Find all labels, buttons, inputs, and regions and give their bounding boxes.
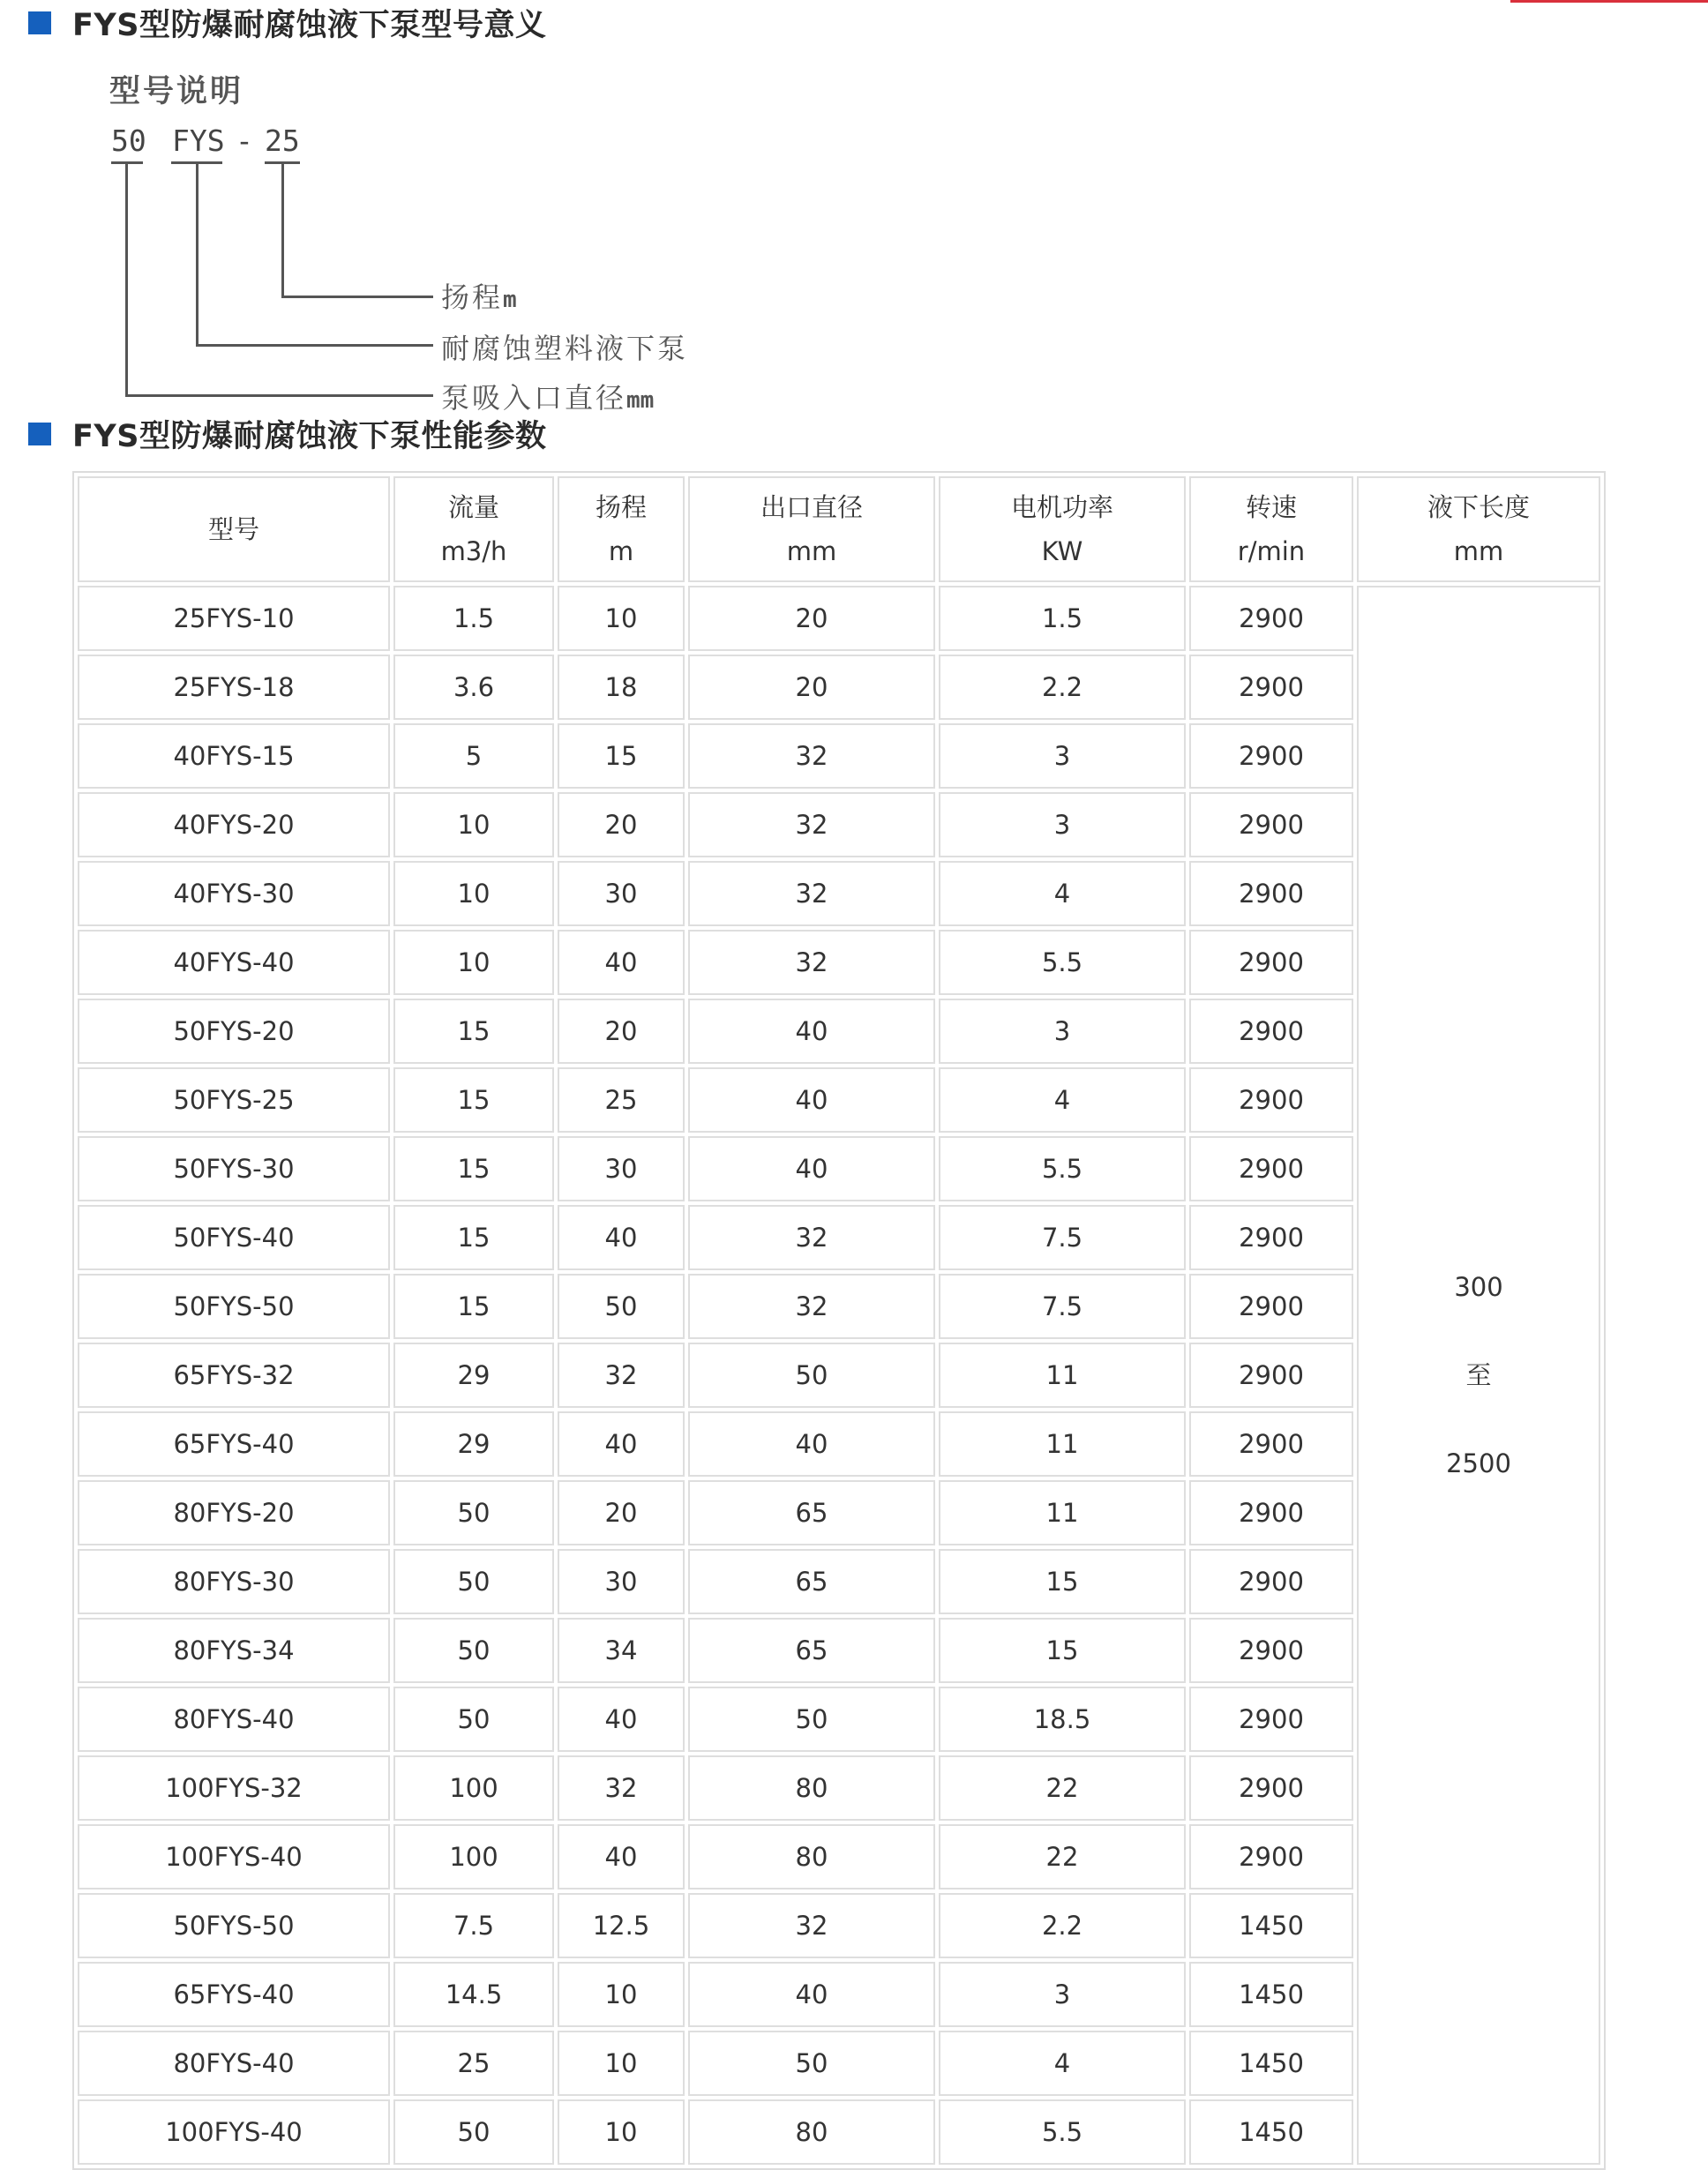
cell-model: 100FYS-40 <box>78 2099 390 2165</box>
model-designation-diagram <box>97 53 803 415</box>
cell-motor-power: 4 <box>939 1067 1186 1133</box>
header-label: 电机功率 <box>1010 492 1113 522</box>
cell-head: 40 <box>558 1687 685 1752</box>
cell-speed: 1450 <box>1189 2099 1353 2165</box>
cell-speed: 2900 <box>1189 1205 1353 1270</box>
cell-outlet-diameter: 40 <box>688 999 935 1064</box>
cell-outlet-diameter: 40 <box>688 1136 935 1201</box>
cell-motor-power: 4 <box>939 861 1186 926</box>
cell-flow: 29 <box>393 1411 554 1477</box>
square-bullet-icon <box>28 11 51 34</box>
cell-head: 40 <box>558 1205 685 1270</box>
cell-model: 50FYS-25 <box>78 1067 390 1133</box>
cell-outlet-diameter: 80 <box>688 1824 935 1889</box>
cell-speed: 2900 <box>1189 1824 1353 1889</box>
cell-speed: 2900 <box>1189 723 1353 789</box>
cell-outlet-diameter: 32 <box>688 1274 935 1339</box>
cell-head: 12.5 <box>558 1893 685 1958</box>
meaning-inlet-text: 泵吸入口直径 <box>441 381 627 415</box>
cell-flow: 50 <box>393 1480 554 1545</box>
cell-flow: 15 <box>393 999 554 1064</box>
cell-model: 50FYS-20 <box>78 999 390 1064</box>
cell-flow: 50 <box>393 2099 554 2165</box>
cell-model: 65FYS-40 <box>78 1411 390 1477</box>
cell-outlet-diameter: 32 <box>688 930 935 995</box>
cell-motor-power: 3 <box>939 999 1186 1064</box>
cell-speed: 2900 <box>1189 861 1353 926</box>
cell-outlet-diameter: 50 <box>688 1687 935 1752</box>
cell-model: 40FYS-20 <box>78 792 390 857</box>
cell-motor-power: 22 <box>939 1755 1186 1821</box>
cell-flow: 15 <box>393 1067 554 1133</box>
header-unit: m <box>608 536 634 566</box>
section-heading-model-meaning <box>28 5 546 41</box>
cell-head: 20 <box>558 1480 685 1545</box>
header-unit: r/min <box>1237 536 1306 566</box>
cell-flow: 50 <box>393 1618 554 1683</box>
cell-speed: 2900 <box>1189 1067 1353 1133</box>
cell-head: 10 <box>558 2099 685 2165</box>
header-label: 扬程 <box>595 492 647 522</box>
cell-speed: 2900 <box>1189 1411 1353 1477</box>
cell-model: 40FYS-30 <box>78 861 390 926</box>
cell-motor-power: 15 <box>939 1549 1186 1614</box>
cell-motor-power: 2.2 <box>939 1893 1186 1958</box>
section-heading-performance <box>28 416 546 452</box>
cell-motor-power: 3 <box>939 723 1186 789</box>
cell-model: 50FYS-30 <box>78 1136 390 1201</box>
cell-speed: 2900 <box>1189 1755 1353 1821</box>
cell-motor-power: 11 <box>939 1480 1186 1545</box>
cell-motor-power: 11 <box>939 1343 1186 1408</box>
cell-model: 80FYS-20 <box>78 1480 390 1545</box>
cell-head: 30 <box>558 861 685 926</box>
code-part-head: 25 <box>265 123 300 158</box>
cell-flow: 10 <box>393 861 554 926</box>
cell-motor-power: 4 <box>939 2031 1186 2096</box>
cell-outlet-diameter: 32 <box>688 723 935 789</box>
cell-model: 65FYS-32 <box>78 1343 390 1408</box>
top-accent-bar <box>1510 0 1708 3</box>
cell-model: 50FYS-40 <box>78 1205 390 1270</box>
header-motor-power <box>939 476 1186 582</box>
cell-outlet-diameter: 40 <box>688 1411 935 1477</box>
cell-model: 100FYS-40 <box>78 1824 390 1889</box>
cell-speed: 2900 <box>1189 930 1353 995</box>
cell-motor-power: 5.5 <box>939 1136 1186 1201</box>
table-body <box>78 586 1600 2165</box>
cell-model: 25FYS-18 <box>78 655 390 720</box>
header-head <box>558 476 685 582</box>
cell-model: 80FYS-34 <box>78 1618 390 1683</box>
cell-flow: 1.5 <box>393 586 554 651</box>
cell-outlet-diameter: 65 <box>688 1480 935 1545</box>
submerged-length-part: 300 <box>1454 1272 1503 1302</box>
cell-motor-power: 3 <box>939 792 1186 857</box>
cell-submerged-length <box>1357 586 1600 2165</box>
cell-motor-power: 22 <box>939 1824 1186 1889</box>
meaning-head-unit: m <box>503 287 517 313</box>
cell-motor-power: 18.5 <box>939 1687 1186 1752</box>
cell-speed: 2900 <box>1189 1480 1353 1545</box>
cell-flow: 15 <box>393 1136 554 1201</box>
cell-model: 100FYS-32 <box>78 1755 390 1821</box>
cell-motor-power: 5.5 <box>939 930 1186 995</box>
header-unit: mm <box>1453 536 1504 566</box>
cell-head: 10 <box>558 586 685 651</box>
cell-flow: 25 <box>393 2031 554 2096</box>
cell-motor-power: 15 <box>939 1618 1186 1683</box>
cell-speed: 1450 <box>1189 1962 1353 2027</box>
header-unit: mm <box>786 536 837 566</box>
cell-model: 80FYS-40 <box>78 2031 390 2096</box>
cell-head: 25 <box>558 1067 685 1133</box>
meaning-head <box>441 275 517 316</box>
cell-model: 80FYS-40 <box>78 1687 390 1752</box>
cell-head: 50 <box>558 1274 685 1339</box>
header-unit: m3/h <box>440 536 507 566</box>
submerged-length-part: 2500 <box>1446 1448 1511 1478</box>
cell-motor-power: 2.2 <box>939 655 1186 720</box>
cell-model: 50FYS-50 <box>78 1893 390 1958</box>
header-outlet-diameter <box>688 476 935 582</box>
cell-speed: 2900 <box>1189 999 1353 1064</box>
cell-outlet-diameter: 40 <box>688 1067 935 1133</box>
cell-outlet-diameter: 32 <box>688 861 935 926</box>
meaning-type-text: 耐腐蚀塑料液下泵 <box>441 332 689 365</box>
cell-outlet-diameter: 32 <box>688 1893 935 1958</box>
cell-head: 40 <box>558 1411 685 1477</box>
header-label: 型号 <box>207 514 259 544</box>
cell-flow: 10 <box>393 930 554 995</box>
cell-outlet-diameter: 32 <box>688 792 935 857</box>
diagram-title: 型号说明 <box>109 74 244 109</box>
cell-flow: 10 <box>393 792 554 857</box>
cell-flow: 29 <box>393 1343 554 1408</box>
cell-outlet-diameter: 80 <box>688 1755 935 1821</box>
cell-motor-power: 5.5 <box>939 2099 1186 2165</box>
cell-head: 20 <box>558 999 685 1064</box>
cell-model: 40FYS-15 <box>78 723 390 789</box>
cell-speed: 2900 <box>1189 655 1353 720</box>
cell-head: 10 <box>558 2031 685 2096</box>
cell-flow: 7.5 <box>393 1893 554 1958</box>
cell-speed: 2900 <box>1189 1618 1353 1683</box>
cell-speed: 2900 <box>1189 1136 1353 1201</box>
cell-head: 10 <box>558 1962 685 2027</box>
meaning-type <box>441 326 688 367</box>
cell-head: 40 <box>558 1824 685 1889</box>
cell-speed: 2900 <box>1189 1343 1353 1408</box>
header-label: 出口直径 <box>760 492 863 522</box>
cell-flow: 5 <box>393 723 554 789</box>
header-unit: KW <box>1041 536 1083 566</box>
cell-head: 20 <box>558 792 685 857</box>
cell-flow: 100 <box>393 1755 554 1821</box>
cell-motor-power: 3 <box>939 1962 1186 2027</box>
section-title: FYS型防爆耐腐蚀液下泵性能参数 <box>72 419 547 454</box>
cell-head: 34 <box>558 1618 685 1683</box>
cell-model: 40FYS-40 <box>78 930 390 995</box>
cell-flow: 100 <box>393 1824 554 1889</box>
header-label: 转速 <box>1245 492 1297 522</box>
cell-motor-power: 11 <box>939 1411 1186 1477</box>
code-part-dash: - <box>236 123 253 158</box>
cell-speed: 1450 <box>1189 2031 1353 2096</box>
cell-speed: 2900 <box>1189 1687 1353 1752</box>
meaning-head-text: 扬程 <box>441 281 504 314</box>
leader-line-type-vertical <box>196 161 199 347</box>
cell-motor-power: 7.5 <box>939 1205 1186 1270</box>
cell-model: 25FYS-10 <box>78 586 390 651</box>
cell-speed: 2900 <box>1189 586 1353 651</box>
cell-model: 50FYS-50 <box>78 1274 390 1339</box>
cell-outlet-diameter: 80 <box>688 2099 935 2165</box>
header-flow <box>393 476 554 582</box>
cell-model: 65FYS-40 <box>78 1962 390 2027</box>
submerged-length-part: 至 <box>1465 1360 1492 1390</box>
cell-flow: 50 <box>393 1687 554 1752</box>
cell-outlet-diameter: 32 <box>688 1205 935 1270</box>
square-bullet-icon <box>28 423 51 445</box>
cell-motor-power: 7.5 <box>939 1274 1186 1339</box>
cell-head: 32 <box>558 1343 685 1408</box>
leader-line-type-horizontal <box>196 344 433 347</box>
cell-head: 18 <box>558 655 685 720</box>
table-header-row <box>78 476 1600 582</box>
cell-speed: 2900 <box>1189 792 1353 857</box>
code-part-inlet: 50 <box>111 123 146 158</box>
table-row <box>78 586 1600 651</box>
header-submerged-length <box>1357 476 1600 582</box>
cell-head: 32 <box>558 1755 685 1821</box>
cell-head: 30 <box>558 1549 685 1614</box>
meaning-inlet-unit: mm <box>626 387 655 414</box>
cell-head: 15 <box>558 723 685 789</box>
cell-outlet-diameter: 50 <box>688 1343 935 1408</box>
cell-model: 80FYS-30 <box>78 1549 390 1614</box>
cell-flow: 15 <box>393 1205 554 1270</box>
cell-speed: 1450 <box>1189 1893 1353 1958</box>
header-speed <box>1189 476 1353 582</box>
cell-flow: 50 <box>393 1549 554 1614</box>
leader-line-inlet-horizontal <box>125 394 433 397</box>
header-label: 液下长度 <box>1427 492 1530 522</box>
cell-flow: 14.5 <box>393 1962 554 2027</box>
cell-head: 40 <box>558 930 685 995</box>
performance-table <box>72 471 1606 2170</box>
cell-head: 30 <box>558 1136 685 1201</box>
leader-line-inlet-vertical <box>125 161 128 397</box>
leader-line-head-horizontal <box>281 296 433 298</box>
cell-outlet-diameter: 20 <box>688 655 935 720</box>
leader-line-head-vertical <box>281 161 284 298</box>
cell-speed: 2900 <box>1189 1549 1353 1614</box>
cell-flow: 3.6 <box>393 655 554 720</box>
cell-outlet-diameter: 50 <box>688 2031 935 2096</box>
header-label: 流量 <box>447 492 499 522</box>
performance-table-container <box>72 471 1599 2170</box>
cell-motor-power: 1.5 <box>939 586 1186 651</box>
section-title: FYS型防爆耐腐蚀液下泵型号意义 <box>72 8 547 43</box>
cell-outlet-diameter: 65 <box>688 1618 935 1683</box>
code-part-type: FYS <box>172 123 225 158</box>
cell-flow: 15 <box>393 1274 554 1339</box>
cell-speed: 2900 <box>1189 1274 1353 1339</box>
cell-outlet-diameter: 65 <box>688 1549 935 1614</box>
header-model <box>78 476 390 582</box>
cell-outlet-diameter: 20 <box>688 586 935 651</box>
cell-outlet-diameter: 40 <box>688 1962 935 2027</box>
meaning-inlet <box>441 376 654 416</box>
